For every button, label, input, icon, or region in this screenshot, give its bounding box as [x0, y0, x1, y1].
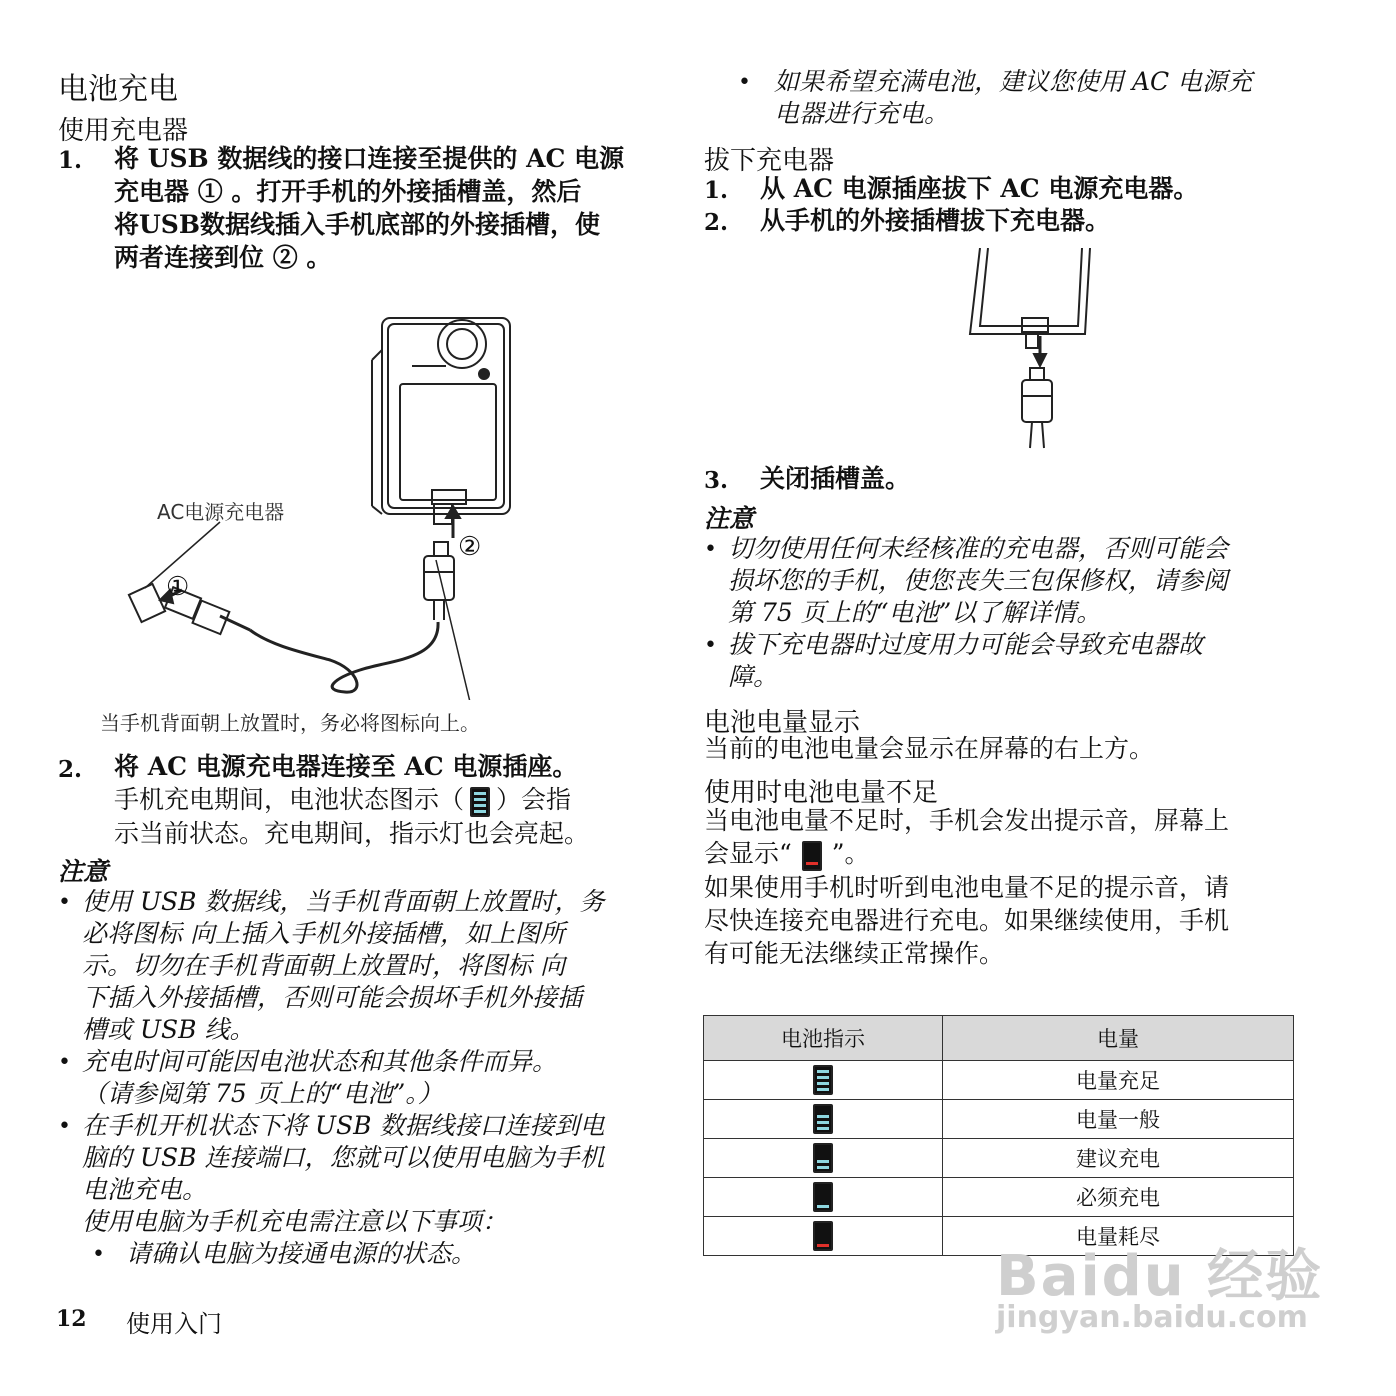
note-heading: 注意: [704, 504, 755, 533]
step-number: 3.: [704, 467, 729, 494]
low-line: 有可能无法继续正常操作。: [704, 938, 1005, 968]
table-row: [704, 1178, 1294, 1217]
step2-text: 手机充电期间，电池状态图示（: [114, 785, 465, 814]
unplug-step-2: 从手机的外接插槽拔下充电器。: [760, 206, 1111, 235]
note-line: 第 75 页上的“电池”以了解详情。: [728, 598, 1102, 627]
sub-heading-low: 使用时电池电量不足: [704, 778, 939, 808]
step1-line: 两者连接到位 ② 。: [114, 243, 332, 272]
page-number: 12: [56, 1306, 87, 1332]
step1-line: 将 USB 数据线的接口连接至提供的 AC 电源: [114, 144, 625, 173]
note-line: 切勿使用任何未经核准的充电器，否则可能会: [728, 534, 1229, 563]
note-pc: [82, 1110, 652, 1238]
step2-body: [114, 783, 654, 850]
note-line: 电池充电。: [82, 1175, 208, 1204]
phone-body: [382, 318, 510, 514]
sub-heading-charger: 使用充电器: [58, 116, 189, 146]
low-line: ”。: [831, 839, 870, 868]
battery-empty-icon: [802, 841, 822, 871]
wall-outlet: [129, 584, 165, 622]
step1-line: 将USB数据线插入手机底部的外接插槽，使: [114, 210, 600, 239]
note-line: 障。: [728, 662, 779, 691]
step1-text: [114, 142, 654, 274]
note-line: 在手机开机状态下将 USB 数据线接口连接到电: [82, 1111, 605, 1140]
note-line: 下插入外接插槽，否则可能会损坏手机外接插: [82, 983, 583, 1012]
note-force: [728, 629, 1308, 693]
step2-bold: 将 AC 电源充电器连接至 AC 电源插座。: [114, 752, 578, 781]
step-number: 2.: [704, 209, 729, 236]
section-title: 电池充电: [58, 72, 178, 107]
bullet-icon: •: [92, 1242, 105, 1267]
battery-cell: [704, 1061, 943, 1100]
note-line: 必将图标 向上插入手机外接插槽，如上图所: [82, 919, 565, 948]
low-line: 当电池电量不足时，手机会发出提示音，屏幕上: [704, 806, 1230, 835]
battery-cell: [704, 1217, 943, 1256]
bullet-icon: •: [704, 633, 717, 658]
battery-full-icon: [813, 1065, 833, 1095]
port-cover: [432, 490, 466, 504]
watermark-url: jingyan.baidu.com: [996, 1300, 1308, 1335]
table-row: [704, 1061, 1294, 1100]
battery-empty-icon: [813, 1221, 833, 1251]
note-line: 充电时间可能因电池状态和其他条件而异。: [82, 1047, 558, 1076]
low-text: [704, 804, 1304, 970]
battery-cell: [704, 1139, 943, 1178]
unplug-step-1: 从 AC 电源插座拔下 AC 电源充电器。: [760, 174, 1199, 203]
level-cell: 电量一般: [943, 1100, 1294, 1139]
top-bullet: [774, 66, 1304, 130]
step2-text: 示当前状态。充电期间，指示灯也会亮起。: [114, 818, 590, 848]
figure-caption: 当手机背面朝上放置时，务必将图标向上。: [100, 711, 480, 735]
label-ac-charger: AC电源充电器: [157, 500, 285, 524]
step2-text: ）会指: [496, 785, 572, 814]
note-line: 槽或 USB 线。: [82, 1015, 255, 1044]
low-line: 如果使用手机时听到电池电量不足的提示音，请: [704, 872, 1230, 902]
level-text: 当前的电池电量会显示在屏幕的右上方。: [704, 734, 1155, 763]
note-heading: 注意: [58, 857, 109, 886]
level-cell: 建议充电: [943, 1139, 1294, 1178]
bullet-icon: •: [58, 1114, 71, 1139]
note-line: 使用 USB 数据线，当手机背面朝上放置时，务: [82, 887, 605, 916]
battery-medium-icon: [813, 1104, 833, 1134]
low-line: 尽快连接充电器进行充电。如果继续使用，手机: [704, 905, 1230, 935]
step-number: 1.: [58, 147, 83, 174]
level-cell: 必须充电: [943, 1178, 1294, 1217]
step-number: 1.: [704, 177, 729, 204]
note-line: 损坏您的手机，使您丧失三包保修权，请参阅: [728, 566, 1229, 595]
note-line: 示。切勿在手机背面朝上放置时，将图标 向: [82, 951, 565, 980]
sub-heading-level: 电池电量显示: [704, 708, 861, 738]
level-cell: 电量充足: [943, 1061, 1294, 1100]
battery-table: [703, 1015, 1294, 1256]
sub-note: 请确认电脑为接通电源的状态。: [126, 1239, 477, 1268]
battery-charging-icon: [470, 787, 490, 817]
callout-circle-1: ①: [166, 572, 190, 602]
battery-critical-icon: [813, 1182, 833, 1212]
bullet-icon: •: [738, 70, 751, 95]
note-line: 拔下充电器时过度用力可能会导致充电器故: [728, 630, 1204, 659]
note-time: [82, 1046, 652, 1110]
step1-line: 充电器 ① 。打开手机的外接插槽盖，然后: [114, 177, 582, 206]
table-header: 电池指示: [704, 1016, 943, 1061]
table-row: [704, 1100, 1294, 1139]
note-line: 使用电脑为手机充电需注意以下事项：: [82, 1207, 508, 1236]
callout-circle-2: ②: [458, 532, 482, 562]
low-line: 会显示“: [704, 839, 792, 868]
table-row: [704, 1139, 1294, 1178]
battery-low-icon: [813, 1143, 833, 1173]
level-cell: 电量耗尽: [943, 1217, 1294, 1256]
bullet-icon: •: [58, 890, 71, 915]
table-header-row: [704, 1016, 1294, 1061]
note-line: 电器进行充电。: [774, 99, 950, 128]
watermark-logo: Baidu 经验: [996, 1244, 1324, 1309]
note-usb: [82, 886, 652, 1046]
battery-cell: [704, 1178, 943, 1217]
note-unapproved: [728, 533, 1308, 629]
camera-icon: [438, 320, 486, 368]
table-header: 电量: [943, 1016, 1294, 1061]
note-line: 脑的 USB 连接端口，您就可以使用电脑为手机: [82, 1143, 605, 1172]
sub-heading-unplug: 拔下充电器: [704, 146, 835, 176]
note-line: 如果希望充满电池，建议您使用 AC 电源充: [774, 67, 1253, 96]
unplug-illustration: [960, 248, 1100, 458]
step-number: 2.: [58, 756, 83, 783]
bullet-icon: •: [58, 1050, 71, 1075]
step3-text: 关闭插槽盖。: [760, 464, 911, 493]
note-line: （请参阅第 75 页上的“电池”。）: [82, 1079, 443, 1108]
page-section: 使用入门: [126, 1310, 222, 1338]
battery-cell: [704, 1100, 943, 1139]
bullet-icon: •: [704, 537, 717, 562]
